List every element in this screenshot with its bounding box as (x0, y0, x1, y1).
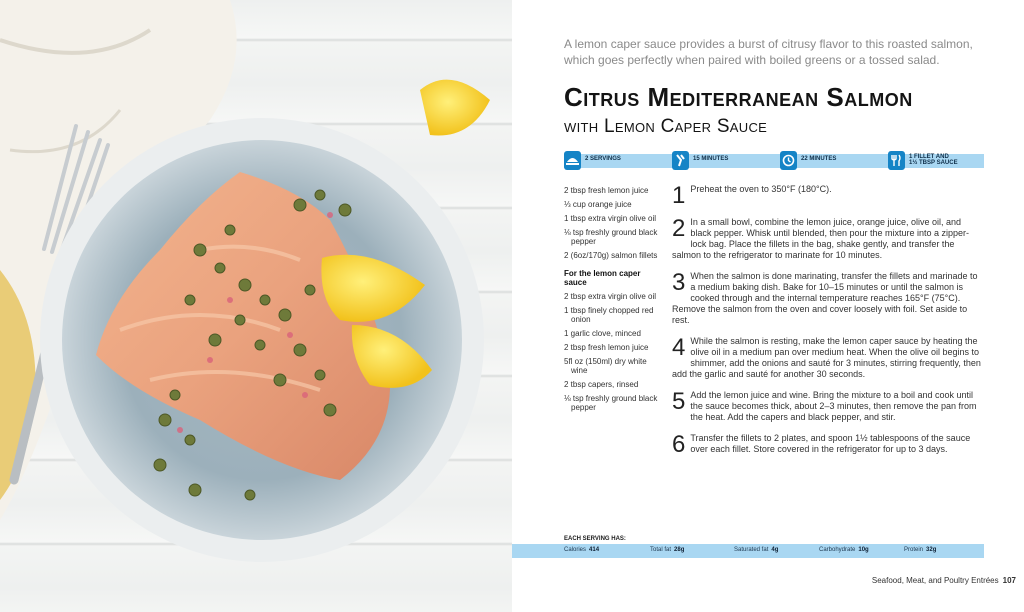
nutrition-saturated-fat (734, 547, 778, 553)
ingredient-item: 2 tbsp fresh lemon juice (564, 186, 649, 195)
instructions-list (672, 184, 982, 466)
nutrition-label: Protein (904, 547, 924, 553)
nutrition-value: 4g (771, 547, 779, 553)
page-footer (872, 576, 1016, 585)
stat-servings-label: 2 SERVINGS (585, 156, 621, 162)
nutrition-value: 10g (858, 547, 869, 553)
stat-cook-time-label: 22 MINUTES (801, 156, 837, 162)
instruction-step (672, 336, 982, 380)
page-number: 107 (1002, 576, 1016, 585)
step-number: 4 (672, 334, 686, 361)
step-text: Preheat the oven to 350°F (180°C). (690, 184, 832, 194)
ingredient-item: 1 tbsp extra virgin olive oil (564, 214, 657, 223)
ingredient-item: 5fl oz (150ml) dry white wine (564, 357, 647, 375)
step-number: 1 (672, 182, 686, 209)
step-text: When the salmon is done marinating, transfer the fillets and marinade to a medium baking dish. Bake for 10–15 minutes or until the salmon is cooked through and the internal temperature reaches 165°F (75°C). Remove the salmon from the oven and cover loosely with foil. Set aside to rest. (672, 271, 978, 325)
ingredient-item: 2 tbsp extra virgin olive oil (564, 292, 657, 301)
ingredients-list (564, 186, 664, 417)
nutrition-value: 32g (926, 547, 937, 553)
stat-portion-label: 1 FILLET AND 1½ TBSP SAUCE (909, 154, 958, 166)
nutrition-heading: EACH SERVING HAS: (564, 536, 626, 542)
instruction-step (672, 184, 982, 207)
step-text: While the salmon is resting, make the lemon caper sauce by heating the olive oil in a medium pan over medium heat. When the olive oil begins to shimmer, add the onions and sauté for 3 minutes, stirring frequently, then add the garlic and sauté for another 30 seconds. (672, 336, 981, 379)
recipe-subtitle: with Lemon Caper Sauce (564, 116, 768, 137)
ingredient-item: 1 tbsp finely chopped red onion (564, 306, 654, 324)
nutrition-total-fat (650, 547, 684, 553)
instruction-step (672, 271, 982, 326)
nutrition-label: Calories (564, 547, 587, 553)
portion-icon (888, 151, 905, 170)
prep-time-icon (672, 151, 689, 170)
ingredient-item: ⅓ cup orange juice (564, 200, 632, 209)
ingredient-item: 1 garlic clove, minced (564, 329, 641, 338)
recipe-intro: A lemon caper sauce provides a burst of citrusy flavor to this roasted salmon, which goes perfectly when paired with boiled greens or a tossed salad. (564, 37, 973, 67)
step-number: 2 (672, 215, 686, 242)
nutrition-value: 414 (589, 547, 600, 553)
recipe-page (512, 0, 1024, 612)
ingredient-item: 2 tbsp fresh lemon juice (564, 343, 649, 352)
nutrition-label: Saturated fat (734, 547, 769, 553)
nutrition-value: 28g (674, 547, 685, 553)
nutrition-label: Carbohydrate (819, 547, 856, 553)
step-number: 3 (672, 269, 686, 296)
ingredient-item: ⅛ tsp freshly ground black pepper (564, 228, 658, 246)
step-text: In a small bowl, combine the lemon juice, orange juice, olive oil, and black pepper. Whisk until blended, then pour the mixture into a zipper-lock bag. Place the fillets in the bag, shake gently, and transfer the salmon to the refrigerator to marinate for 10 minutes. (672, 217, 970, 260)
instruction-step (672, 433, 982, 456)
nutrition-label: Total fat (650, 547, 672, 553)
section-name: Seafood, Meat, and Poultry Entrées (871, 576, 999, 585)
recipe-stats-bar (564, 154, 984, 168)
instruction-step (672, 217, 982, 261)
step-number: 6 (672, 431, 686, 458)
nutrition-bar (512, 544, 984, 558)
step-text: Transfer the fillets to 2 plates, and spoon 1½ tablespoons of the sauce over each fillet. Store covered in the refrigerator for up to 3 days. (690, 433, 971, 454)
lemon-wedge (420, 80, 490, 136)
cook-time-icon (780, 151, 797, 170)
nutrition-carbohydrate (819, 547, 869, 553)
step-text: Add the lemon juice and wine. Bring the mixture to a boil and cook until the sauce becomes thick, about 2–3 minutes, then remove the pan from the heat. Add the capers and black pepper, and stir. (690, 390, 977, 422)
nutrition-calories (564, 547, 599, 553)
instruction-step (672, 390, 982, 423)
sauce-ingredients-heading: For the lemon caper sauce (564, 269, 641, 287)
recipe-title: Citrus Mediterranean Salmon (564, 82, 913, 112)
stat-prep-time-label: 15 MINUTES (693, 156, 729, 162)
ingredient-item: ⅛ tsp freshly ground black pepper (564, 394, 658, 412)
ingredient-item: 2 tbsp capers, rinsed (564, 380, 639, 389)
step-number: 5 (672, 388, 686, 415)
serving-icon (564, 151, 581, 170)
nutrition-protein (904, 547, 936, 553)
ingredient-item: 2 (6oz/170g) salmon fillets (564, 251, 658, 260)
